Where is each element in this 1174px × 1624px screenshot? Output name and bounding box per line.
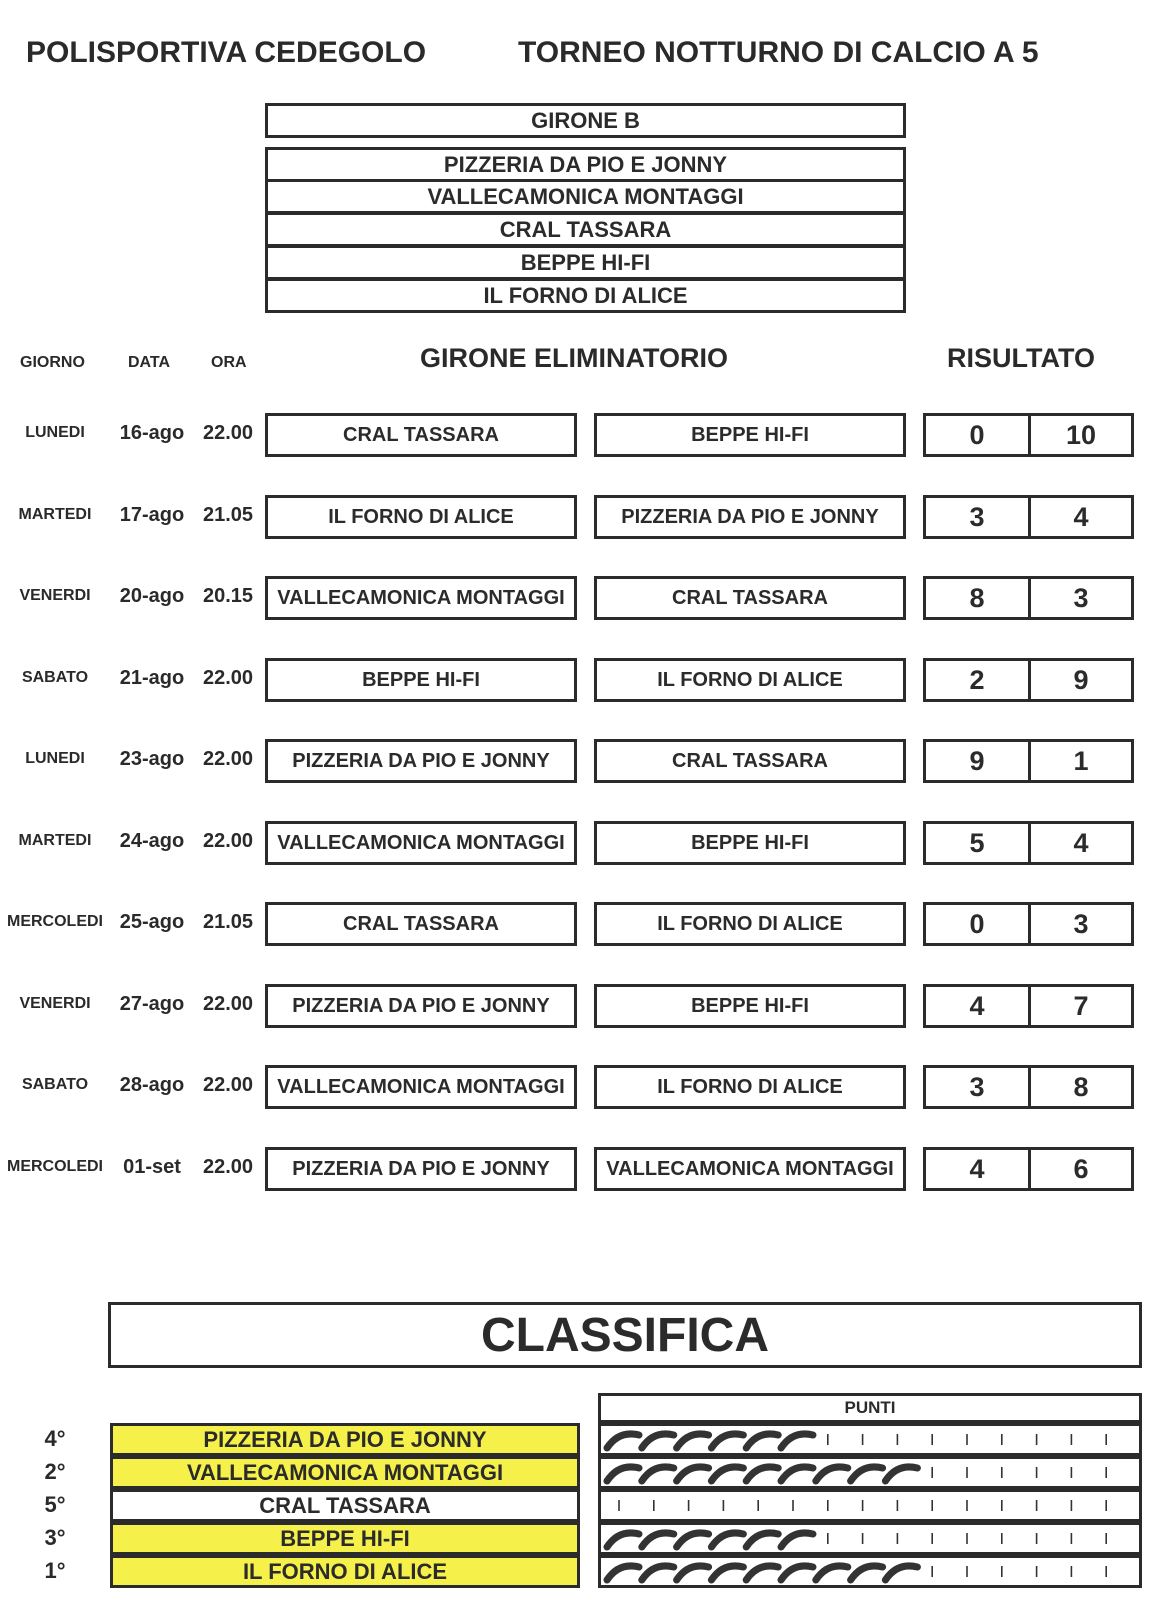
away-team: IL FORNO DI ALICE [594, 902, 906, 946]
match-day: MARTEDI [18, 832, 92, 849]
away-team: BEPPE HI-FI [594, 413, 906, 457]
away-score: 1 [1028, 739, 1134, 783]
match-time: 21.05 [202, 911, 254, 933]
away-score: 4 [1028, 495, 1134, 539]
tally-point-scored [642, 1467, 674, 1481]
away-team: BEPPE HI-FI [594, 984, 906, 1028]
tally-point-scored [711, 1467, 743, 1481]
home-score: 0 [923, 902, 1031, 946]
match-day: SABATO [21, 1076, 89, 1093]
tally-point-scored [711, 1566, 743, 1580]
standing-rank: 1° [44, 1558, 66, 1583]
match-day: SABATO [21, 669, 89, 686]
home-team: CRAL TASSARA [265, 902, 577, 946]
away-team: IL FORNO DI ALICE [594, 1065, 906, 1109]
match-date: 20-ago [119, 585, 185, 607]
match-date: 28-ago [119, 1074, 185, 1096]
group-title: GIRONE B [265, 103, 906, 138]
tally-point-scored [781, 1566, 813, 1580]
home-team: CRAL TASSARA [265, 413, 577, 457]
tally-point-scored [607, 1467, 639, 1481]
home-score: 2 [923, 658, 1031, 702]
home-team: VALLECAMONICA MONTAGGI [265, 576, 577, 620]
match-time: 22.00 [202, 748, 254, 770]
match-date: 27-ago [119, 993, 185, 1015]
match-time: 22.00 [202, 993, 254, 1015]
home-team: PIZZERIA DA PIO E JONNY [265, 739, 577, 783]
points-tally [598, 1522, 1142, 1555]
points-tally [598, 1555, 1142, 1588]
home-score: 4 [923, 984, 1031, 1028]
standings-title: CLASSIFICA [108, 1302, 1142, 1368]
match-time: 22.00 [202, 422, 254, 444]
away-score: 8 [1028, 1065, 1134, 1109]
tally-point-scored [851, 1566, 883, 1580]
home-score: 9 [923, 739, 1031, 783]
column-date: DATA [128, 354, 171, 371]
away-score: 9 [1028, 658, 1134, 702]
column-day: GIORNO [20, 354, 85, 371]
home-team: PIZZERIA DA PIO E JONNY [265, 1147, 577, 1191]
group-team: PIZZERIA DA PIO E JONNY [265, 147, 906, 182]
home-score: 3 [923, 495, 1031, 539]
home-score: 4 [923, 1147, 1031, 1191]
match-day: LUNEDI [25, 424, 85, 441]
match-date: 17-ago [119, 504, 185, 526]
tally-point-scored [816, 1467, 848, 1481]
tally-marks [601, 1426, 1139, 1453]
home-score: 8 [923, 576, 1031, 620]
away-team: CRAL TASSARA [594, 576, 906, 620]
tally-marks [601, 1558, 1139, 1585]
group-team: BEPPE HI-FI [265, 245, 906, 280]
home-team: VALLECAMONICA MONTAGGI [265, 1065, 577, 1109]
away-score: 10 [1028, 413, 1134, 457]
column-result: RISULTATO [947, 343, 1095, 373]
points-tally [598, 1456, 1142, 1489]
match-day: MARTEDI [18, 506, 92, 523]
tally-point-scored [607, 1434, 639, 1448]
home-team: PIZZERIA DA PIO E JONNY [265, 984, 577, 1028]
column-time: ORA [211, 354, 247, 371]
standing-rank: 5° [44, 1492, 66, 1517]
home-team: IL FORNO DI ALICE [265, 495, 577, 539]
tally-point-scored [642, 1566, 674, 1580]
tally-marks [601, 1492, 1139, 1519]
tally-point-scored [781, 1467, 813, 1481]
tally-point-scored [677, 1434, 709, 1448]
away-score: 3 [1028, 576, 1134, 620]
match-time: 22.00 [202, 1074, 254, 1096]
match-date: 23-ago [119, 748, 185, 770]
tally-point-scored [781, 1533, 813, 1547]
tally-point-scored [677, 1467, 709, 1481]
standing-team: VALLECAMONICA MONTAGGI [110, 1456, 580, 1489]
tally-point-scored [781, 1434, 813, 1448]
away-score: 3 [1028, 902, 1134, 946]
standing-team: PIZZERIA DA PIO E JONNY [110, 1423, 580, 1456]
tally-point-scored [607, 1533, 639, 1547]
group-team: IL FORNO DI ALICE [265, 278, 906, 313]
club-name: POLISPORTIVA CEDEGOLO [26, 36, 427, 69]
match-time: 22.00 [202, 830, 254, 852]
home-score: 5 [923, 821, 1031, 865]
away-score: 7 [1028, 984, 1134, 1028]
tally-point-scored [677, 1533, 709, 1547]
home-score: 3 [923, 1065, 1031, 1109]
tally-point-scored [885, 1566, 917, 1580]
points-tally [598, 1423, 1142, 1456]
standing-rank: 2° [44, 1459, 66, 1484]
match-day: MERCOLEDI [7, 913, 103, 930]
tournament-title: TORNEO NOTTURNO DI CALCIO A 5 [518, 36, 1039, 69]
home-score: 0 [923, 413, 1031, 457]
match-time: 20.15 [202, 585, 254, 607]
away-team: PIZZERIA DA PIO E JONNY [594, 495, 906, 539]
match-day: LUNEDI [25, 750, 85, 767]
standing-team: IL FORNO DI ALICE [110, 1555, 580, 1588]
tally-point-scored [711, 1434, 743, 1448]
match-date: 25-ago [119, 911, 185, 933]
tally-point-scored [677, 1566, 709, 1580]
match-date: 01-set [123, 1156, 181, 1178]
standing-rank: 4° [44, 1426, 66, 1451]
match-date: 21-ago [119, 667, 185, 689]
standing-team: CRAL TASSARA [110, 1489, 580, 1522]
away-team: CRAL TASSARA [594, 739, 906, 783]
match-time: 22.00 [202, 667, 254, 689]
match-day: VENERDI [19, 995, 91, 1012]
away-team: IL FORNO DI ALICE [594, 658, 906, 702]
away-score: 6 [1028, 1147, 1134, 1191]
points-header: PUNTI [598, 1393, 1142, 1423]
tally-point-scored [711, 1533, 743, 1547]
match-date: 24-ago [119, 830, 185, 852]
tally-point-scored [885, 1467, 917, 1481]
standing-rank: 3° [44, 1525, 66, 1550]
tally-point-scored [607, 1566, 639, 1580]
home-team: VALLECAMONICA MONTAGGI [265, 821, 577, 865]
tally-point-scored [851, 1467, 883, 1481]
match-day: MERCOLEDI [7, 1158, 103, 1175]
tally-point-scored [746, 1467, 778, 1481]
tally-point-scored [642, 1533, 674, 1547]
tally-point-scored [746, 1566, 778, 1580]
away-score: 4 [1028, 821, 1134, 865]
away-team: VALLECAMONICA MONTAGGI [594, 1147, 906, 1191]
tally-point-scored [816, 1566, 848, 1580]
match-date: 16-ago [119, 422, 185, 444]
tally-point-scored [642, 1434, 674, 1448]
tally-point-scored [746, 1533, 778, 1547]
away-team: BEPPE HI-FI [594, 821, 906, 865]
match-time: 22.00 [202, 1156, 254, 1178]
points-tally [598, 1489, 1142, 1522]
tally-marks [601, 1459, 1139, 1486]
group-team: VALLECAMONICA MONTAGGI [265, 179, 906, 214]
match-day: VENERDI [19, 587, 91, 604]
column-stage: GIRONE ELIMINATORIO [420, 343, 729, 373]
standing-team: BEPPE HI-FI [110, 1522, 580, 1555]
home-team: BEPPE HI-FI [265, 658, 577, 702]
tally-marks [601, 1525, 1139, 1552]
group-team: CRAL TASSARA [265, 212, 906, 247]
tally-point-scored [746, 1434, 778, 1448]
match-time: 21.05 [202, 504, 254, 526]
